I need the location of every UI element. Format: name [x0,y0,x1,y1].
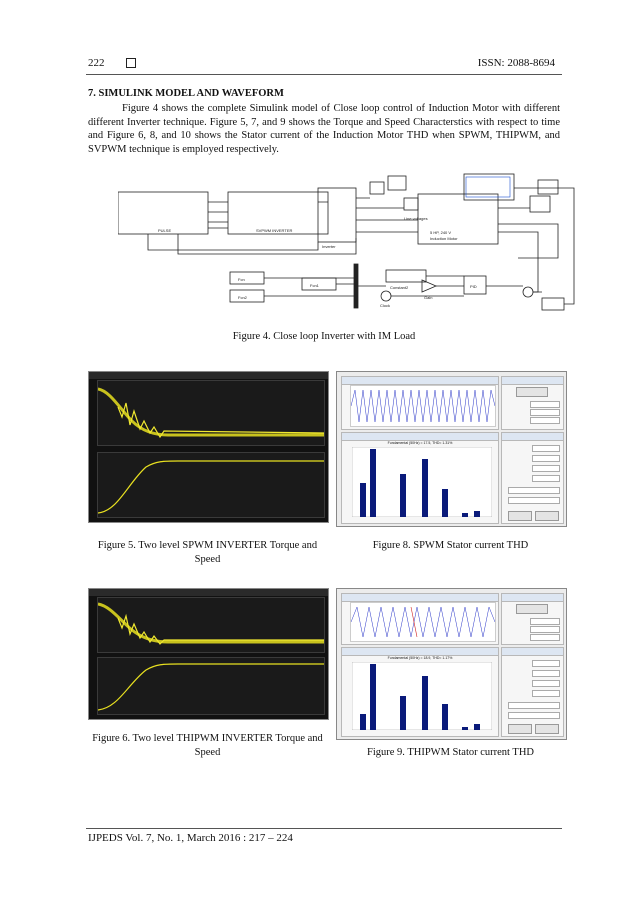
figure6-caption: Figure 6. Two level THIPWM INVERTER Torque and Speed [92,733,323,758]
close-button[interactable] [535,511,559,521]
svg-text:Constant2: Constant2 [390,285,409,290]
fft-title: Fundamental (50Hz) = 17.5, THD= 1.31% [387,441,453,445]
fft-title: Fundamental (50Hz) = 18.9, THD= 1.17% [387,656,453,660]
fft-settings [501,432,564,524]
fft-panel [341,432,499,524]
signal-settings [501,376,564,430]
figure4-caption: Figure 4. Close loop Inverter with IM Load [232,331,416,342]
display-button[interactable] [516,604,548,614]
signal-panel [341,593,499,645]
fft-panel [341,647,499,737]
speed-plot [97,452,325,518]
svg-text:Clock: Clock [380,303,391,308]
scope-block [370,182,384,194]
checkbox-glyph-icon [126,58,136,68]
fcn3-block [230,290,264,302]
issn: ISSN: 2088-8694 [477,57,555,69]
svg-text:SVPWM INVERTER: SVPWM INVERTER [256,228,293,233]
torque-plot [97,597,325,653]
svg-text:Line voltages: Line voltages [404,216,428,221]
display-button[interactable] [516,387,548,397]
signal-panel [341,376,499,430]
fft-bar-chart [352,447,492,517]
figure9-fft-gui [336,588,567,740]
simulink-diagram [118,168,580,318]
figure5-scope [88,371,329,523]
display-fft-button[interactable] [508,511,532,521]
params-block [464,174,514,200]
footer-rule [86,828,562,829]
close-button[interactable] [535,724,559,734]
figure6-scope [88,588,329,720]
svg-text:Fcn: Fcn [238,277,245,282]
scope-titlebar [89,372,328,379]
svg-text:Induction Motor: Induction Motor [430,236,458,241]
fft-settings [501,647,564,737]
footer-journal: IJPEDS Vol. 7, No. 1, March 2016 : 217 – 224 [88,832,293,844]
display-fft-button[interactable] [508,724,532,734]
svg-text:PULSE: PULSE [158,228,172,233]
page-number: 222 [88,57,105,69]
figure5-caption: Figure 5. Two level SPWM INVERTER Torque and Speed [97,540,318,565]
torque-plot [97,380,325,446]
signal-settings [501,593,564,645]
fcn2-block [302,278,336,290]
figure8-fft-gui [336,371,567,527]
svg-text:5 HP, 240 V: 5 HP, 240 V [430,230,452,235]
simulink-model-figure [118,168,580,318]
svg-text:Fcn2: Fcn2 [238,295,247,300]
svg-text:PID: PID [470,284,477,289]
speed-plot [97,657,325,715]
figure8-caption: Figure 8. SPWM Stator current THD [372,540,529,551]
section-paragraph: Figure 4 shows the complete Simulink model of Close loop control of Induction Motor with different different Inverter technique. Figure 5, 7, and 9 shows the Torque and Speed Characterstics with respect to time and Figure 6, 8, and 10 shows the Stator current of the Induction Motor THD when SPWM, THIPWM, and SVPWM technique is employed respectively. [88,103,560,155]
section-heading: 7. SIMULINK MODEL AND WAVEFORM [88,88,284,99]
fft-bar-chart [352,662,492,730]
header-rule [86,74,562,75]
svg-text:Inverter: Inverter [322,244,336,249]
figure9-caption: Figure 9. THIPWM Stator current THD [366,747,534,758]
fcn1-block [230,272,264,284]
svg-text:Gain: Gain [424,295,433,300]
svg-text:Fcn1: Fcn1 [310,283,319,288]
